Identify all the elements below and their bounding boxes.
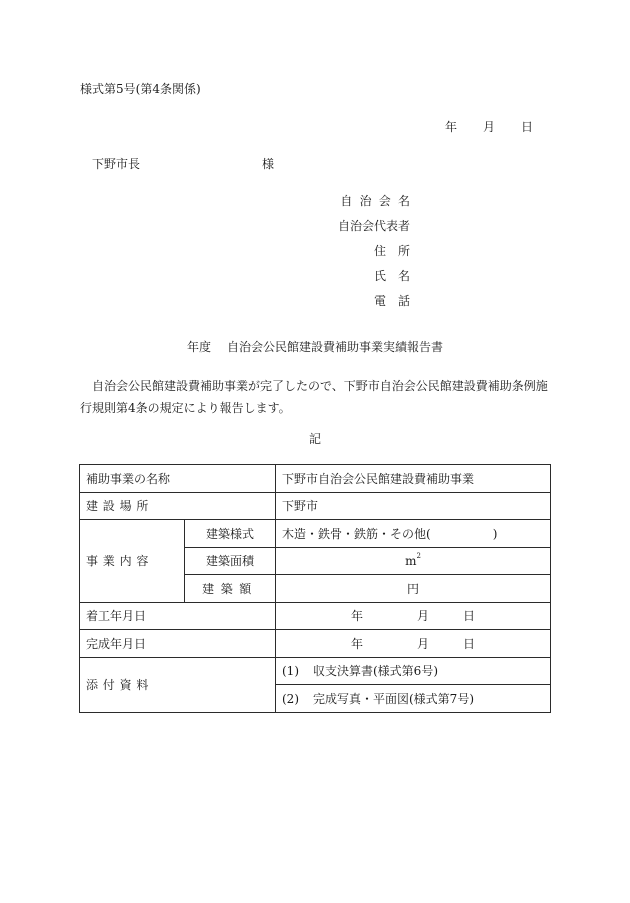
title-prefix: 年度 (186, 340, 211, 354)
date-day: 日 (521, 120, 534, 134)
finish-date-label: 完成年月日 (80, 630, 276, 658)
location-label: 建設場所 (80, 492, 276, 520)
start-date-value: 年 月 日 (276, 602, 551, 630)
form-number: 様式第5号(第4条関係) (80, 82, 201, 96)
structure-value: 木造・鉄骨・鉄筋・その他( ) (276, 520, 551, 548)
project-name-value: 下野市自治会公民館建設費補助事業 (276, 465, 551, 493)
attachment-item-2: (2) 完成写真・平面図(様式第7号) (276, 685, 551, 713)
table-row (80, 657, 551, 685)
cost-label: 建築額 (185, 575, 276, 603)
area-label: 建築面積 (185, 547, 276, 575)
start-date-label: 着工年月日 (80, 602, 276, 630)
report-body: 自治会公民館建設費補助事業が完了したので、下野市自治会公民館建設費補助条例施行規則第4条の規定により報告します。 (80, 379, 548, 415)
attachment-item-1: (1) 収支決算書(様式第6号) (276, 657, 551, 685)
document-title (0, 340, 630, 354)
table-row (80, 602, 551, 630)
report-date (445, 120, 533, 134)
structure-label: 建築様式 (185, 520, 276, 548)
table-row (80, 465, 551, 493)
table-row (80, 492, 551, 520)
applicant-address-label: 住所 (373, 244, 422, 258)
date-month: 月 (483, 120, 496, 134)
date-year: 年 (445, 120, 458, 134)
location-value: 下野市 (276, 492, 551, 520)
report-table (79, 464, 551, 713)
content-label: 事業内容 (80, 520, 185, 603)
applicant-phone-label: 電話 (373, 294, 422, 308)
finish-date-value: 年 月 日 (276, 630, 551, 658)
applicant-representative-label: 自治会代表者 (337, 219, 410, 233)
table-row (80, 630, 551, 658)
addressee (92, 157, 274, 171)
table-row (80, 520, 551, 548)
cost-value: 円 (276, 575, 551, 603)
addressee-honorific: 様 (262, 157, 275, 171)
addressee-name: 下野市長 (92, 157, 141, 171)
applicant-name-label: 氏名 (373, 269, 422, 283)
ki-heading: 記 (308, 432, 321, 446)
attachments-label: 添付資料 (80, 657, 276, 712)
applicant-association-name-label: 自治会名 (340, 194, 418, 208)
area-value: $m^2$ (276, 547, 551, 575)
project-name-label: 補助事業の名称 (80, 465, 276, 493)
title-main: 自治会公民館建設費補助事業実績報告書 (227, 340, 444, 354)
